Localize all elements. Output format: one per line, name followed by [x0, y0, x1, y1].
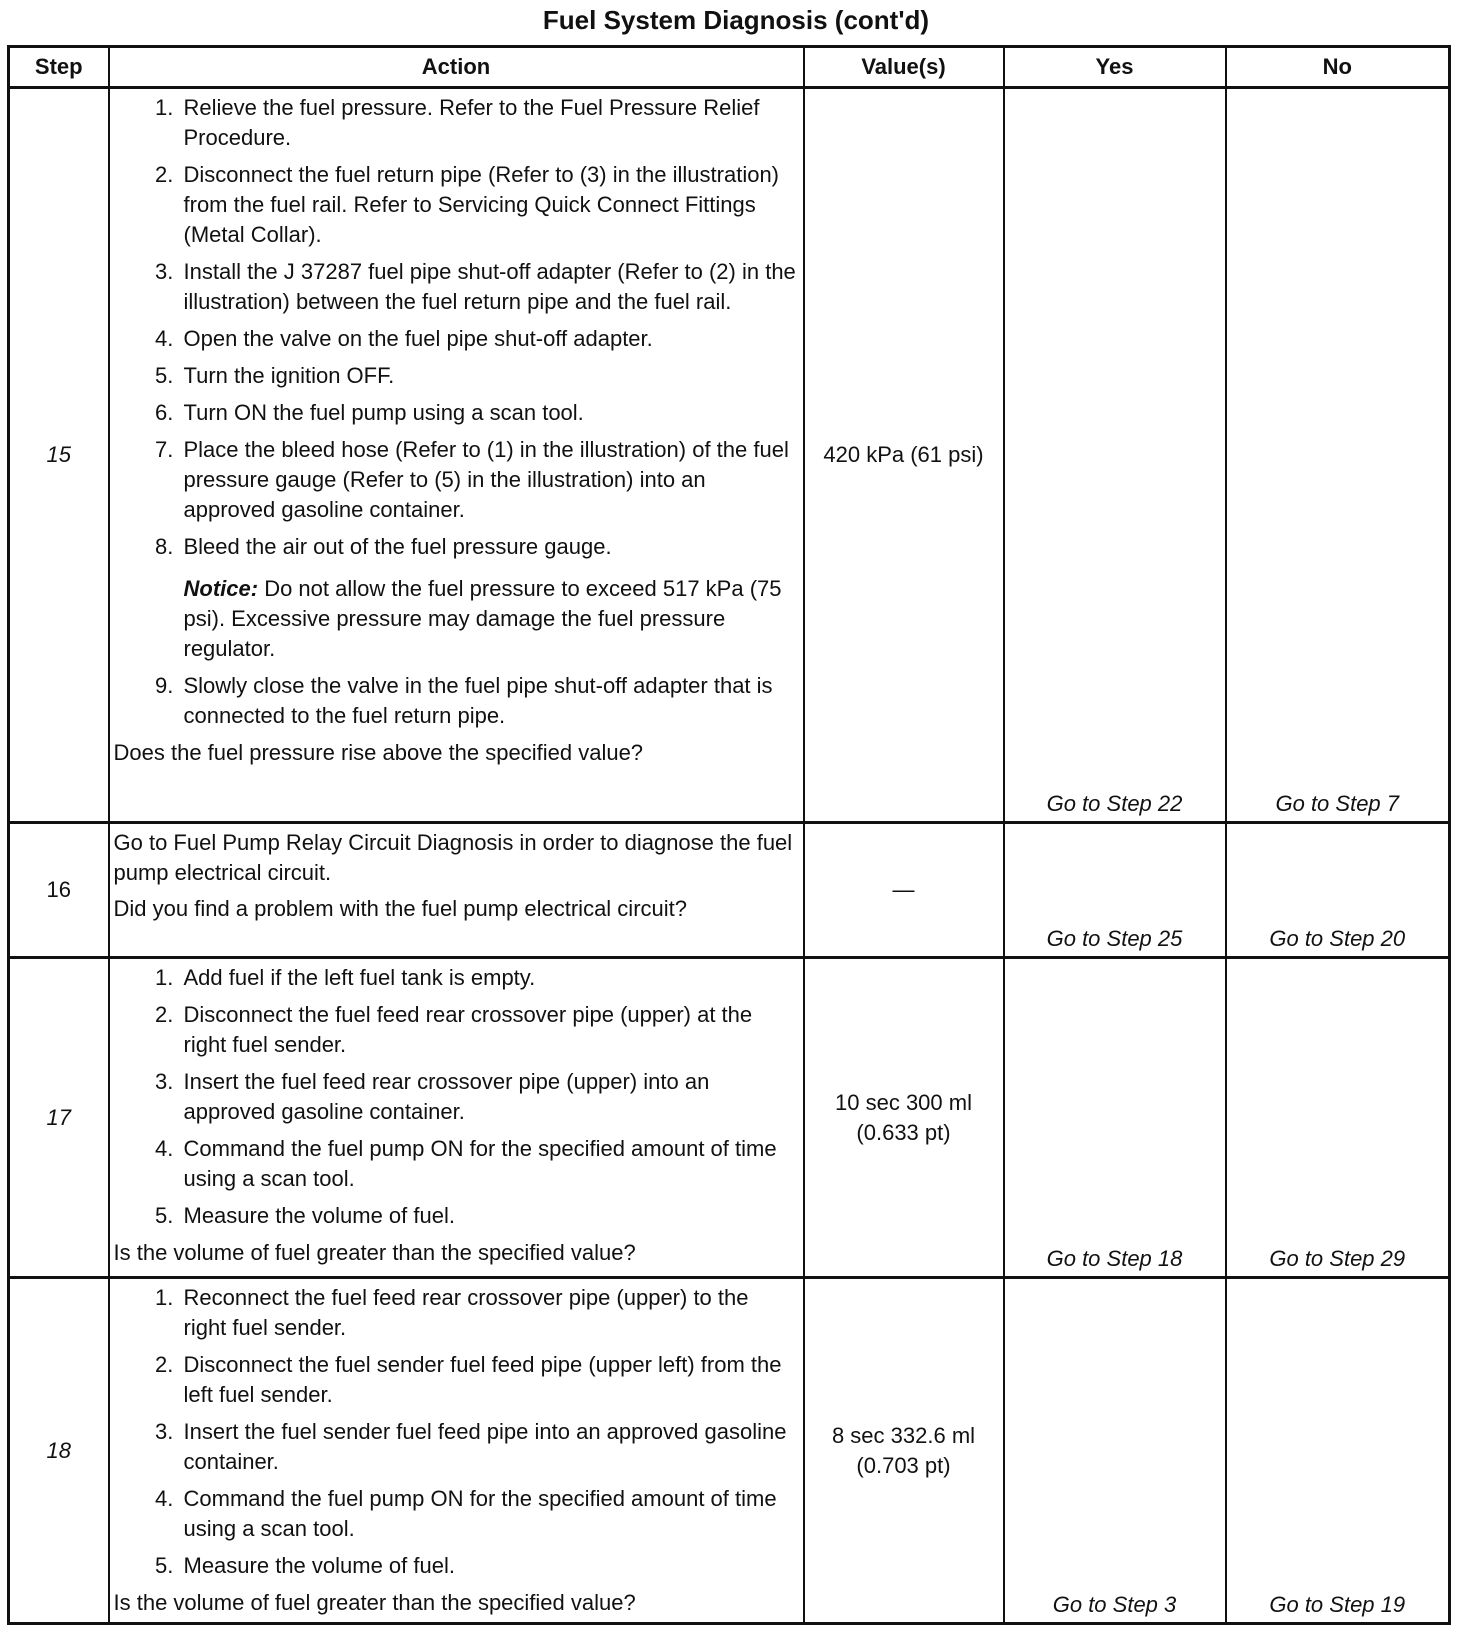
list-item: 4. Command the fuel pump ON for the specified amount of time using a scan tool.	[180, 1134, 797, 1194]
action-cell	[109, 958, 804, 1278]
value-cell: 420 kPa (61 psi)	[804, 88, 1004, 823]
value-line: (0.703 pt)	[856, 1452, 951, 1478]
header-value: Value(s)	[804, 47, 1004, 88]
list-item: 6. Turn ON the fuel pump using a scan tool.	[180, 398, 797, 428]
table-row-step-17	[9, 958, 1450, 1278]
step-number: 17	[9, 958, 109, 1278]
action-list	[114, 963, 797, 1231]
table-row-step-16	[9, 823, 1450, 958]
question-text: Does the fuel pressure rise above the specified value?	[113, 740, 644, 765]
action-text: Go to Fuel Pump Relay Circuit Diagnosis in order to diagnose the fuel pump electrical circuit.	[113, 830, 793, 885]
list-item: 3. Insert the fuel sender fuel feed pipe into an approved gasoline container.	[180, 1417, 797, 1477]
list-item: 5. Turn the ignition OFF.	[180, 361, 797, 391]
yes-cell: Go to Step 3	[1004, 1278, 1226, 1624]
list-item: 1. Reconnect the fuel feed rear crossover pipe (upper) to the right fuel sender.	[180, 1283, 797, 1343]
notice-label: Notice:	[183, 576, 259, 601]
list-item: 1. Relieve the fuel pressure. Refer to the Fuel Pressure Relief Procedure.	[180, 93, 797, 153]
value-line: (0.633 pt)	[856, 1119, 951, 1145]
step-number: 16	[9, 823, 109, 958]
list-item: 2. Disconnect the fuel sender fuel feed pipe (upper left) from the left fuel sender.	[180, 1350, 797, 1410]
no-cell: Go to Step 20	[1226, 823, 1450, 958]
list-item: 3. Install the J 37287 fuel pipe shut-off adapter (Refer to (2) in the illustration) between the fuel return pipe and the fuel rail.	[180, 257, 797, 317]
action-list	[114, 93, 797, 731]
list-item: 4. Open the valve on the fuel pipe shut-off adapter.	[180, 324, 797, 354]
list-item	[180, 532, 797, 664]
list-item: 5. Measure the volume of fuel.	[180, 1551, 797, 1581]
value-line: 8 sec 332.6 ml	[831, 1422, 976, 1448]
no-cell: Go to Step 29	[1226, 958, 1450, 1278]
question-text: Is the volume of fuel greater than the specified value?	[113, 1240, 636, 1265]
action-cell	[109, 823, 804, 958]
notice-block	[184, 574, 797, 664]
header-action: Action	[109, 47, 804, 88]
list-item-text: Bleed the air out of the fuel pressure gauge.	[183, 534, 612, 559]
action-cell	[109, 1278, 804, 1624]
question-text: Did you find a problem with the fuel pump electrical circuit?	[113, 896, 687, 921]
page-title: Fuel System Diagnosis (cont'd)	[542, 5, 930, 35]
diagnosis-table	[7, 45, 1451, 1625]
list-item: 5. Measure the volume of fuel.	[180, 1201, 797, 1231]
action-cell	[109, 88, 804, 823]
step-number: 15	[9, 88, 109, 823]
table-row-step-15	[9, 88, 1450, 823]
value-cell	[804, 1278, 1004, 1624]
header-row	[9, 47, 1450, 88]
list-item: 2. Disconnect the fuel feed rear crossover pipe (upper) at the right fuel sender.	[180, 1000, 797, 1060]
list-item: 3. Insert the fuel feed rear crossover pipe (upper) into an approved gasoline container.	[180, 1067, 797, 1127]
list-item: 1. Add fuel if the left fuel tank is empty.	[180, 963, 797, 993]
yes-cell: Go to Step 25	[1004, 823, 1226, 958]
notice-text: Do not allow the fuel pressure to exceed 517 kPa (75 psi). Excessive pressure may damage the fuel pressure regulator.	[183, 576, 782, 661]
yes-cell: Go to Step 18	[1004, 958, 1226, 1278]
header-yes: Yes	[1004, 47, 1226, 88]
list-item: 2. Disconnect the fuel return pipe (Refer to (3) in the illustration) from the fuel rail. Refer to Servicing Quick Connect Fittings (Metal Collar).	[180, 160, 797, 250]
action-list	[114, 1283, 797, 1581]
question-text: Is the volume of fuel greater than the specified value?	[113, 1590, 636, 1615]
yes-cell: Go to Step 22	[1004, 88, 1226, 823]
header-step: Step	[9, 47, 109, 88]
value-line: 10 sec 300 ml	[835, 1089, 972, 1115]
value-cell	[804, 958, 1004, 1278]
value-cell: —	[804, 823, 1004, 958]
table-row-step-18	[9, 1278, 1450, 1624]
step-number: 18	[9, 1278, 109, 1624]
no-cell: Go to Step 7	[1226, 88, 1450, 823]
list-item: 4. Command the fuel pump ON for the specified amount of time using a scan tool.	[180, 1484, 797, 1544]
no-cell: Go to Step 19	[1226, 1278, 1450, 1624]
header-no: No	[1226, 47, 1450, 88]
list-item: 9. Slowly close the valve in the fuel pipe shut-off adapter that is connected to the fuel return pipe.	[180, 671, 797, 731]
list-item: 7. Place the bleed hose (Refer to (1) in the illustration) of the fuel pressure gauge (Refer to (5) in the illustration) into an approved gasoline container.	[180, 435, 797, 525]
